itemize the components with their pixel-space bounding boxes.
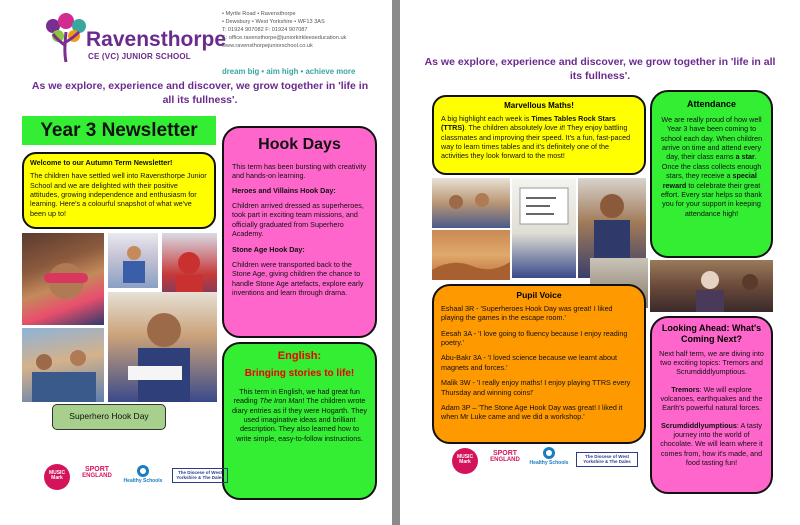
- stone-age-photo-class: [650, 260, 773, 312]
- diocese-logo: The Diocese of West Yorkshire & The Dales: [172, 468, 228, 483]
- hook-heroes-body: Children arrived dressed as superheroes, took part in exciting team missions, and officially graduated from Superhero Academy.: [232, 201, 364, 239]
- sport-england-logo: SPORT ENGLAND: [490, 450, 520, 464]
- pupil-quote: Eshaal 3R - 'Superheroes Hook Day was great! I liked playing the games in the escape room.': [441, 304, 613, 323]
- address-line: T: 01924 907082 F: 01924 907087: [222, 27, 308, 34]
- attendance-body: We are really proud of how well Year 3 have been coming to school each day. When children arrive on time and attend every day, their class earns a star. Once the class collects enough stars, they receive a special reward to celebrate their great effort. Every star helps so thank you for your support in keeping attendance high!: [660, 115, 763, 218]
- newsletter-title: Year 3 Newsletter: [40, 120, 198, 141]
- maths-photo-group: [432, 178, 510, 228]
- photo-placeholder: [512, 178, 576, 278]
- newsletter-page-1: [0, 0, 392, 525]
- tree-logo-icon: [40, 12, 92, 64]
- healthy-schools-logo: Healthy Schools: [528, 446, 570, 466]
- superhero-photo-girl: [22, 233, 104, 325]
- welcome-card: [22, 152, 216, 229]
- superhero-photo-class: [22, 328, 104, 402]
- photo-placeholder: [22, 233, 104, 325]
- school-tagline: As we explore, experience and discover, we grow together in 'life in all its fullness'.: [31, 80, 369, 106]
- english-card: [222, 342, 377, 500]
- hook-heroes-heading: Heroes and Villains Hook Day:: [232, 185, 336, 195]
- address-line: • Dewsbury • West Yorkshire • WF13 3AS: [222, 19, 325, 26]
- address-line: www.ravensthorpejuniorschool.co.uk: [222, 43, 313, 50]
- photo-placeholder: [650, 260, 773, 312]
- english-subtitle: Bringing stories to life!: [244, 368, 355, 379]
- attendance-title: Attendance: [686, 99, 736, 109]
- healthy-schools-icon: [541, 446, 557, 460]
- healthy-schools-logo: Healthy Schools: [122, 464, 164, 484]
- healthy-schools-icon: [135, 464, 151, 478]
- music-mark-logo: MUSIC Mark: [44, 464, 70, 490]
- pupil-quote: Abu-Bakr 3A - 'I loved science because we learnt about magnets and forces.': [441, 353, 617, 372]
- photo-placeholder: [432, 230, 510, 280]
- hook-days-intro: This term has been bursting with creativity and hands-on learning.: [232, 162, 367, 181]
- school-name: Ravensthorpe: [86, 28, 227, 51]
- superhero-photo-boy: [108, 292, 217, 402]
- pupil-voice-title: Pupil Voice: [516, 290, 562, 300]
- pupil-quote: Malik 3W - 'I really enjoy maths! I enjoy playing TTRS every Thursday and winning coins!': [441, 378, 631, 397]
- hook-days-card: [222, 126, 377, 338]
- pupil-quote: Eesah 3A - 'I love going to fluency because I enjoy reading poetry.': [441, 328, 628, 348]
- book-title: The Iron Man: [259, 396, 303, 406]
- hook-stone-age-body: Children were transported back to the Stone Age, giving children the chance to handle Stone Age artefacts, explore early inventions and learn through drama.: [232, 259, 364, 297]
- music-mark-logo: MUSIC Mark: [452, 448, 478, 474]
- maths-card: [432, 95, 646, 175]
- hook-stone-age-heading: Stone Age Hook Day:: [232, 244, 305, 254]
- school-subtitle: CE (VC) JUNIOR SCHOOL: [88, 52, 191, 61]
- topic-scrumdiddlyumptious: Scrumdiddlyumptious: A tasty journey into the world of chocolate. We will learn where it comes from, how it's made, and food tasting fun!: [660, 420, 763, 468]
- looking-ahead-title: Looking Ahead: What's Coming Next?: [661, 323, 762, 345]
- photo-placeholder: [108, 233, 158, 288]
- diocese-logo: The Diocese of West Yorkshire & The Dales: [576, 452, 638, 467]
- school-address: [222, 10, 390, 51]
- school-logo: [40, 10, 227, 76]
- superhero-photo-group: [108, 233, 158, 288]
- pupil-quote: Adam 3P – 'The Stone Age Hook Day was great! I liked it when Mr Luke came and we did a workshop.': [441, 402, 623, 422]
- looking-ahead-card: [650, 316, 773, 494]
- looking-ahead-intro: Next half term, we are diving into two exciting topics: Tremors and Scrumdiddlyumptious.: [659, 348, 764, 377]
- maths-title: Marvellous Maths!: [504, 101, 574, 110]
- address-line: • Myrtle Road • Ravensthorpe: [222, 11, 296, 17]
- school-tagline: As we explore, experience and discover, we grow together in 'life in all its fullness'.: [424, 56, 776, 82]
- maths-photo-board: [512, 178, 576, 278]
- maths-body: A big highlight each week is Times Tables Rock Stars (TTRS). The children absolutely love it! They enjoy battling classmates and improving their speed. It's a fun, fast-paced way to learn times tables and it's definitely one of the activities they look forward to the most!: [441, 114, 631, 161]
- welcome-body: The children have settled well into Ravensthorpe Junior School and we are delighted with their positive attitudes, growing independence and enthusiasm for learning. Here's a colourful snapshot of what we've been up to!: [30, 171, 207, 218]
- hook-days-title: Hook Days: [258, 136, 341, 153]
- sport-england-logo: SPORT ENGLAND: [82, 466, 112, 480]
- photo-placeholder: [108, 292, 217, 402]
- english-title: English:: [277, 350, 322, 362]
- photo-placeholder: [22, 328, 104, 402]
- photo-caption-box: [52, 404, 166, 430]
- attendance-card: [650, 90, 773, 258]
- newsletter-page-2: [400, 0, 800, 525]
- newsletter-title-banner: [22, 116, 216, 145]
- welcome-heading: Welcome to our Autumn Term Newsletter!: [30, 158, 173, 167]
- address-line: E: office.ravensthorpe@juniorkirkleeseducation.uk: [222, 35, 347, 42]
- english-body: This term in English, we had great fun reading The Iron Man! The children wrote diary entries as if they were Hogarth. They used imaginative ideas and brilliant description. They also learned how to write simple, easy-to-follow instructions.: [232, 387, 367, 443]
- photo-caption: Superhero Hook Day: [69, 411, 149, 421]
- photo-placeholder: [432, 178, 510, 228]
- stone-age-photo-desert: [432, 230, 510, 280]
- school-motto: dream big • aim high • achieve more: [222, 67, 356, 76]
- topic-tremors: Tremors: We will explore volcanoes, earthquakes and the Earth's powerful natural forces.: [660, 384, 763, 413]
- pupil-voice-card: [432, 284, 646, 444]
